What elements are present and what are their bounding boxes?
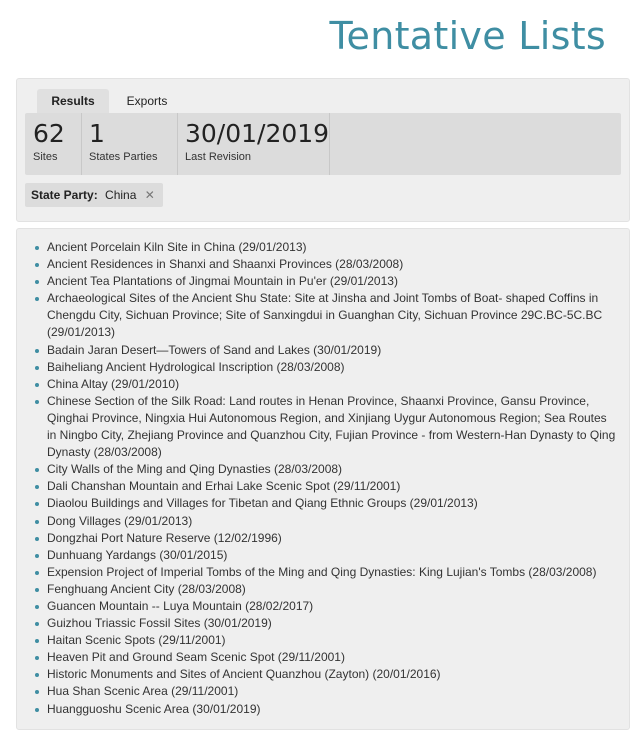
bullet-icon	[35, 520, 39, 524]
site-link[interactable]: Baiheliang Ancient Hydrological Inscription (28/03/2008)	[47, 359, 345, 374]
site-link[interactable]: Huangguoshu Scenic Area (30/01/2019)	[47, 701, 261, 716]
filter-label: State Party:	[31, 188, 98, 202]
results-panel	[16, 78, 630, 222]
filter-value: China	[105, 188, 137, 202]
site-link[interactable]: Dunhuang Yardangs (30/01/2015)	[47, 547, 228, 562]
site-link[interactable]: Ancient Residences in Shanxi and Shaanxi Provinces (28/03/2008)	[47, 257, 404, 272]
list-item[interactable]	[31, 666, 617, 683]
site-link[interactable]: Expension Project of Imperial Tombs of the Ming and Qing Dynasties: King Lujian's Tombs (28/03/2008)	[47, 564, 597, 579]
bullet-icon	[35, 400, 39, 404]
list-item[interactable]	[31, 376, 617, 393]
stat-divider	[81, 113, 82, 175]
bullet-icon	[35, 554, 39, 558]
list-item[interactable]	[31, 632, 617, 649]
last-revision-date: 30/01/2019	[185, 119, 330, 148]
bullet-icon	[35, 485, 39, 489]
bullet-icon	[35, 263, 39, 267]
bullet-icon	[35, 349, 39, 353]
bullet-icon	[35, 502, 39, 506]
tentative-sites-list	[31, 239, 617, 718]
bullet-icon	[35, 639, 39, 643]
site-link[interactable]: Fenghuang Ancient City (28/03/2008)	[47, 581, 246, 596]
bullet-icon	[35, 622, 39, 626]
site-link[interactable]: China Altay (29/01/2010)	[47, 376, 180, 391]
site-link[interactable]: Archaeological Sites of the Ancient Shu State: Site at Jinsha and Joint Tombs of Boat- shaped Coffins in Chengdu City, Sichuan Province; Site of Sanxingdui in Guanghan City, Sichuan Province 29C.BC-5C.BC (29/01/2013)	[47, 291, 603, 340]
list-item[interactable]	[31, 273, 617, 290]
site-link[interactable]: Dongzhai Port Nature Reserve (12/02/1996)	[47, 530, 282, 545]
site-link[interactable]: Dali Chanshan Mountain and Erhai Lake Scenic Spot (29/11/2001)	[47, 479, 401, 494]
bullet-icon	[35, 468, 39, 472]
list-item[interactable]	[31, 598, 617, 615]
close-icon[interactable]: ✕	[144, 188, 155, 202]
list-item[interactable]	[31, 513, 617, 530]
list-item[interactable]	[31, 495, 617, 512]
stat-states-parties	[89, 119, 157, 165]
list-item[interactable]	[31, 239, 617, 256]
bullet-icon	[35, 690, 39, 694]
bullet-icon	[35, 673, 39, 677]
bullet-icon	[35, 383, 39, 387]
site-link[interactable]: Diaolou Buildings and Villages for Tibetan and Qiang Ethnic Groups (29/01/2013)	[47, 496, 478, 511]
bullet-icon	[35, 366, 39, 370]
states-parties-count: 1	[89, 119, 105, 148]
list-item[interactable]	[31, 359, 617, 376]
sites-label: Sites	[33, 151, 58, 163]
site-link[interactable]: Guancen Mountain -- Luya Mountain (28/02/2017)	[47, 598, 314, 613]
site-link[interactable]: Dong Villages (29/01/2013)	[47, 513, 193, 528]
list-item[interactable]	[31, 256, 617, 273]
bullet-icon	[35, 246, 39, 250]
site-link[interactable]: Hua Shan Scenic Area (29/11/2001)	[47, 684, 239, 699]
state-party-filter-chip	[25, 183, 163, 207]
list-item[interactable]	[31, 290, 617, 341]
site-link[interactable]: Chinese Section of the Silk Road: Land routes in Henan Province, Shaanxi Province, Gansu Province, Qinghai Province, Ningxia Hui Autonomous Region, and Xinjiang Uygur Autonomous Region; Sea Routes in Ningbo City, Zhejiang Province and Quanzhou City, Fujian Province - from Western-Han Dynasty to Qing Dynasty (28/03/2008)	[47, 393, 616, 460]
site-link[interactable]: Ancient Tea Plantations of Jingmai Mountain in Pu'er (29/01/2013)	[47, 274, 398, 289]
list-item[interactable]	[31, 581, 617, 598]
last-revision-label: Last Revision	[185, 151, 252, 163]
page-title: Tentative Lists	[329, 14, 606, 58]
stat-sites	[33, 119, 65, 165]
bullet-icon	[35, 605, 39, 609]
bullet-icon	[35, 656, 39, 660]
bullet-icon	[35, 708, 39, 712]
stat-last-revision	[185, 119, 329, 165]
list-item[interactable]	[31, 342, 617, 359]
bullet-icon	[35, 588, 39, 592]
stat-divider	[177, 113, 178, 175]
sites-count: 62	[33, 119, 65, 148]
bullet-icon	[35, 280, 39, 284]
list-item[interactable]	[31, 530, 617, 547]
site-link[interactable]: Historic Monuments and Sites of Ancient Quanzhou (Zayton) (20/01/2016)	[47, 667, 441, 682]
list-item[interactable]	[31, 547, 617, 564]
list-item[interactable]	[31, 478, 617, 495]
site-link[interactable]: City Walls of the Ming and Qing Dynasties (28/03/2008)	[47, 462, 343, 477]
tab-results[interactable]: Results	[37, 89, 109, 113]
list-item[interactable]	[31, 393, 617, 461]
list-item[interactable]	[31, 615, 617, 632]
list-item[interactable]	[31, 461, 617, 478]
site-link[interactable]: Haitan Scenic Spots (29/11/2001)	[47, 633, 226, 648]
stats-bar	[25, 113, 621, 175]
bullet-icon	[35, 297, 39, 301]
bullet-icon	[35, 571, 39, 575]
states-parties-label: States Parties	[89, 151, 158, 163]
site-link[interactable]: Ancient Porcelain Kiln Site in China (29/01/2013)	[47, 240, 307, 254]
list-item[interactable]	[31, 701, 617, 718]
bullet-icon	[35, 537, 39, 541]
site-link[interactable]: Badain Jaran Desert—Towers of Sand and Lakes (30/01/2019)	[47, 342, 382, 357]
list-item[interactable]	[31, 564, 617, 581]
list-item[interactable]	[31, 683, 617, 700]
stat-divider	[329, 113, 330, 175]
list-item[interactable]	[31, 649, 617, 666]
site-link[interactable]: Guizhou Triassic Fossil Sites (30/01/2019)	[47, 616, 272, 631]
tentative-sites-list-panel	[16, 228, 630, 730]
tab-exports[interactable]: Exports	[126, 94, 168, 108]
site-link[interactable]: Heaven Pit and Ground Seam Scenic Spot (29/11/2001)	[47, 650, 345, 665]
